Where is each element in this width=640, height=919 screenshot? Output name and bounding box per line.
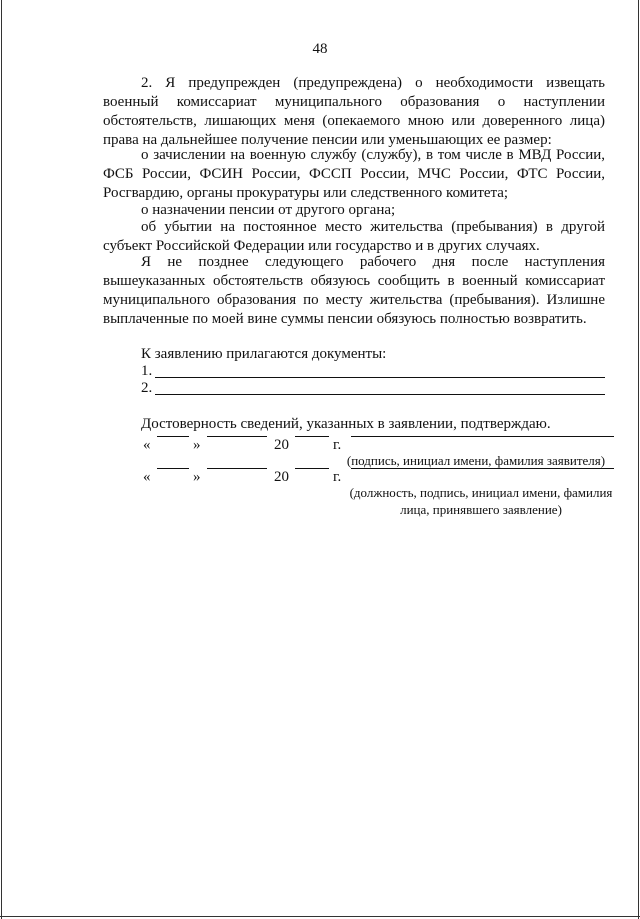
paragraph-text: о зачислении на военную службу (службу), в том числе в МВД России, ФСБ России, ФСИН России, ФССП России, МЧС России, ФТС России, Росгвардию, органы прокуратуры или следственного комитета; bbox=[103, 147, 605, 201]
paragraph-military-service bbox=[103, 146, 605, 203]
attachment-blank-line[interactable] bbox=[155, 394, 605, 395]
official-signature-blank[interactable] bbox=[351, 468, 614, 469]
attachment-number: 2. bbox=[141, 380, 153, 396]
year-century: 20 bbox=[274, 469, 289, 485]
date-close-quote: » bbox=[193, 469, 201, 485]
paragraph-text: Я не позднее следующего рабочего дня после наступления вышеуказанных обстоятельств обязуюсь сообщить в военный комиссариат муниципального образования по месту жительства (пребывания). Излишне выплаченные по моей вине суммы пенсии обязуюсь полностью возвратить. bbox=[103, 254, 605, 327]
date-close-quote: » bbox=[193, 437, 201, 453]
paragraph-relocation bbox=[103, 218, 605, 256]
page-bottom-border bbox=[0, 916, 640, 917]
paragraph-text: о назначении пенсии от другого органа; bbox=[141, 202, 396, 218]
date-open-quote: « bbox=[143, 469, 151, 485]
year-century: 20 bbox=[274, 437, 289, 453]
month-blank[interactable] bbox=[207, 436, 267, 437]
paragraph-obligation bbox=[103, 253, 605, 329]
confirmation-statement: Достоверность сведений, указанных в заявлении, подтверждаю. bbox=[141, 416, 551, 432]
attachment-blank-line[interactable] bbox=[155, 377, 605, 378]
attachments-title: К заявлению прилагаются документы: bbox=[141, 346, 387, 362]
paragraph-notice bbox=[103, 74, 605, 150]
year-blank[interactable] bbox=[295, 468, 329, 469]
year-suffix: г. bbox=[333, 437, 342, 453]
attachment-number: 1. bbox=[141, 363, 153, 379]
day-blank[interactable] bbox=[157, 468, 189, 469]
date-open-quote: « bbox=[143, 437, 151, 453]
attachment-row[interactable] bbox=[141, 379, 605, 398]
day-blank[interactable] bbox=[157, 436, 189, 437]
year-blank[interactable] bbox=[295, 436, 329, 437]
page-number: 48 bbox=[312, 41, 328, 57]
applicant-signature-caption: (подпись, инициал имени, фамилия заявителя) bbox=[346, 453, 606, 468]
year-suffix: г. bbox=[333, 469, 342, 485]
official-signature-caption: (должность, подпись, инициал имени, фамилия лица, принявшего заявление) bbox=[349, 485, 613, 517]
applicant-signature-blank[interactable] bbox=[351, 436, 614, 437]
month-blank[interactable] bbox=[207, 468, 267, 469]
paragraph-text: 2. Я предупрежден (предупреждена) о необходимости извещать военный комиссариат муниципального образования о наступлении обстоятельств, лишающих меня (опекаемого мною или доверенного лица) права на дальнейшее получение пенсии или уменьшающих ее размер: bbox=[103, 75, 605, 148]
paragraph-text: об убытии на постоянное место жительства (пребывания) в другой субъект Российской Федерации или государство и в других случаях. bbox=[103, 219, 605, 254]
